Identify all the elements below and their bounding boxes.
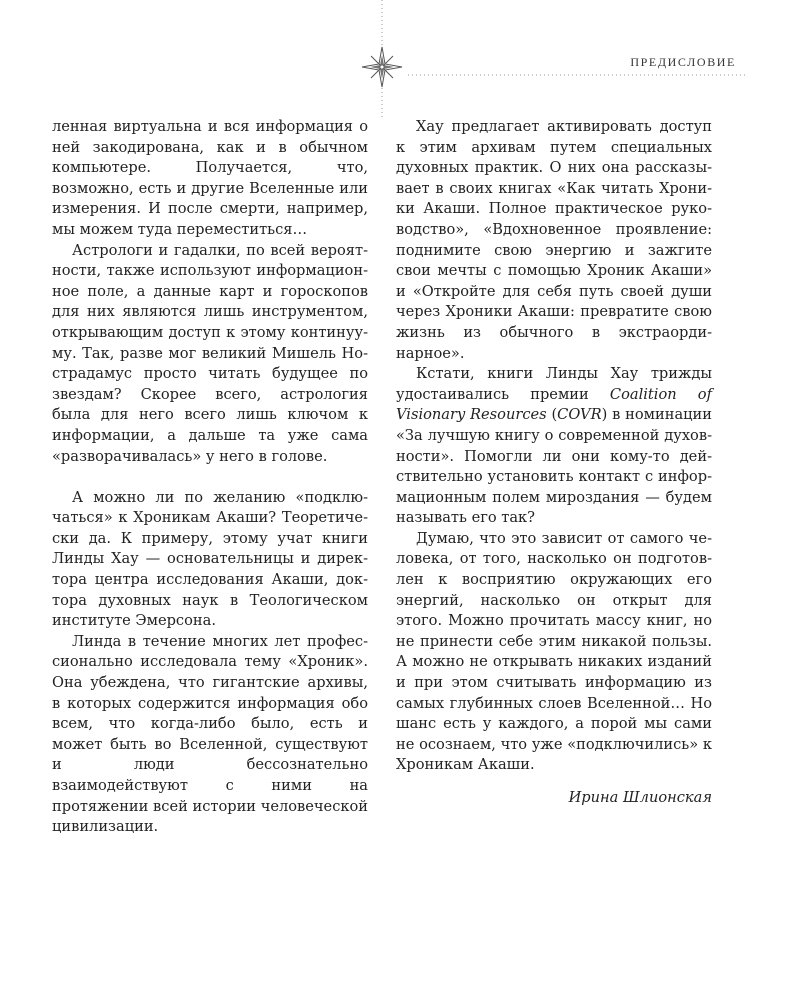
compass-star-icon <box>362 47 402 87</box>
paragraph: А можно ли по желанию «подключаться» к Хроникам Акаши? Теоретически да. К примеру, этому учат книги Линды Хау — основательницы и директора центра исследования Акаши, доктора духовных наук в Теологическом институте Эмерсона. <box>52 488 368 630</box>
author-signature: Ирина Шлионская <box>568 789 712 806</box>
paragraph <box>396 364 712 529</box>
award-name: Coalition of Visionary Resources <box>396 385 712 424</box>
paragraph: Хау предлагает активировать доступ к этим архивам путем специальных духовных практик. О них она рассказывает в своих книгах «Как читать Хроники Акаши. Полное практическое руководство», «Вдохновенное проявление: поднимите свою энергию и зажгите свои мечты с помощью Хроник Акаши» и «Откройте для себя путь своей души через Хроники Акаши: превратите свою жизнь из обычного в экстраординарное». <box>396 118 712 362</box>
text-span: Кстати, книги Линды Хау трижды удостаивались премии <box>396 365 712 403</box>
running-head: ПРЕДИСЛОВИЕ <box>630 55 736 69</box>
text-span: ( <box>546 406 558 424</box>
right-column <box>396 117 712 809</box>
paragraph: Линда в течение многих лет профессионально исследовала тему «Хроник». Она убеждена, что гигантские архивы, в которых содержится информация обо всем, что когда-либо было, есть и может быть во Вселенной, существуют и люди бессознательно взаимодействуют с ними на протяжении всей истории человеческой цивилизации. <box>52 632 368 836</box>
left-column <box>52 117 368 838</box>
text-span: ) в номинации «За лучшую книгу о современной духовности». Помогли ли они кому-то действительно установить контакт с информационным полем мироздания — будем называть его так? <box>396 406 712 527</box>
paragraph: Думаю, что это зависит от самого человека, от того, насколько он подготовлен к восприятию окружающих его энергий, насколько он открыт для этого. Можно прочитать массу книг, но не принести себе этим никакой пользы. А можно не открывать никаких изданий и при этом считывать информацию из самых глубинных слоев Вселенной… Но шанс есть у каждого, а порой мы сами не осознаем, что уже «подключились» к Хроникам Акаши. <box>396 529 712 774</box>
award-abbreviation: COVR <box>557 406 602 424</box>
paragraph: Астрологи и гадалки, по всей вероятности, также используют информационное поле, а данные карт и гороскопов для них являются лишь инструментом, открывающим доступ к этому континууму. Так, разве мог великий Мишель Нострадамус просто читать будущее по звездам? Скорее всего, астрология была для него всего лишь ключом к информации, а дальше та уже сама «разворачивалась» у него в голове. <box>52 241 368 465</box>
paragraph: ленная виртуальна и вся информация о ней закодирована, как и в обычном компьютере. Получается, что, возможно, есть и другие Вселенные или измерения. И после смерти, например, мы можем туда переместиться… <box>52 118 368 238</box>
